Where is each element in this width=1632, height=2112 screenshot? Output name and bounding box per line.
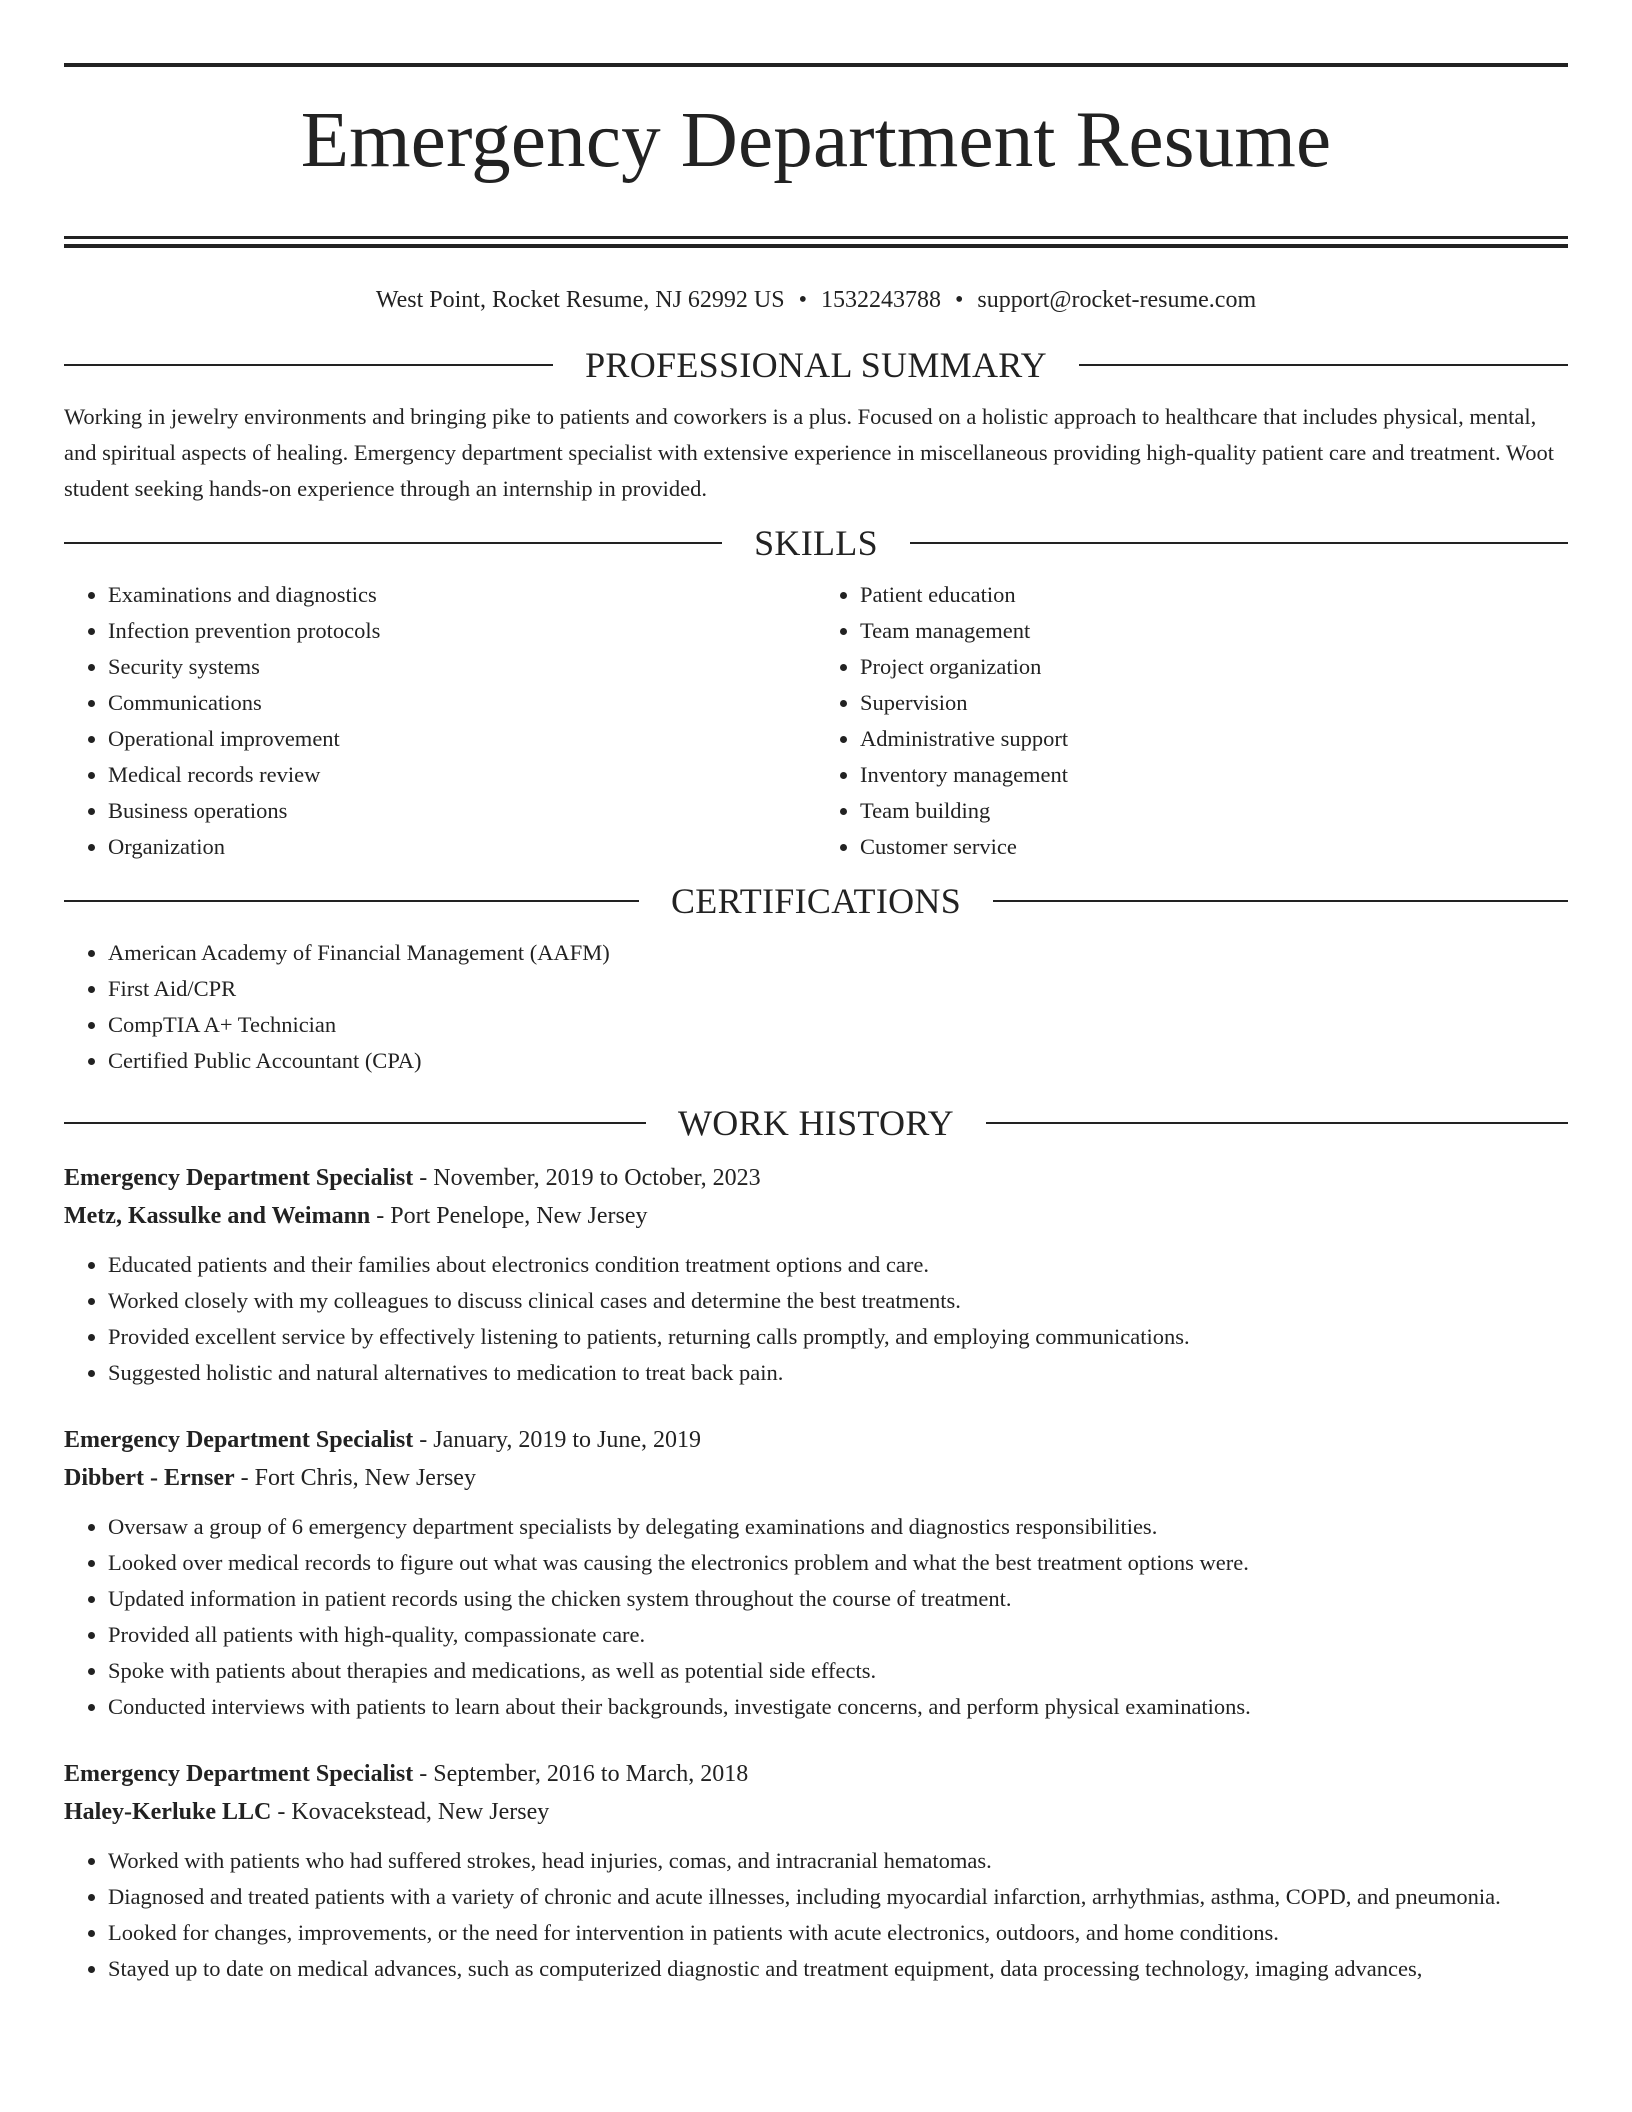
contact-separator: •	[798, 286, 808, 313]
list-item: • Provided all patients with high-quality, compassionate care.	[108, 1617, 1568, 1653]
list-item: • Provided excellent service by effectively listening to patients, returning calls promptly, and employing communications.	[108, 1319, 1568, 1355]
contact-email[interactable]: support@rocket-resume.com	[977, 286, 1257, 313]
job-title-line	[64, 1421, 1568, 1459]
list-item: • Examinations and diagnostics	[108, 577, 816, 613]
job-bullets	[64, 1843, 1568, 1987]
job-company: Haley-Kerluke LLC	[64, 1798, 272, 1825]
contact-line	[64, 285, 1568, 315]
summary-heading-label: PROFESSIONAL SUMMARY	[585, 344, 1047, 385]
list-item: • Communications	[108, 685, 816, 721]
heading-rule-left	[64, 542, 722, 544]
job-bullets	[64, 1247, 1568, 1391]
list-item: • Certified Public Accountant (CPA)	[108, 1043, 1568, 1079]
heading-rule-right	[993, 900, 1568, 902]
heading-rule-right	[986, 1122, 1568, 1124]
list-item: • Oversaw a group of 6 emergency department specialists by delegating examinations and diagnostics responsibilities.	[108, 1509, 1568, 1545]
list-item: • Team management	[860, 613, 1568, 649]
job-location: - Kovacekstead, New Jersey	[271, 1798, 550, 1825]
list-item: • Looked for changes, improvements, or the need for intervention in patients with acute electronics, outdoors, and home conditions.	[108, 1915, 1568, 1951]
heading-rule-left	[64, 364, 553, 366]
list-item: • Conducted interviews with patients to learn about their backgrounds, investigate concerns, and perform physical examinations.	[108, 1689, 1568, 1725]
heading-rule-right	[1079, 364, 1568, 366]
work-history-section-heading	[64, 1101, 1568, 1145]
heading-rule-left	[64, 900, 639, 902]
list-item: • Operational improvement	[108, 721, 816, 757]
job-title: Emergency Department Specialist	[64, 1426, 414, 1453]
contact-separator: •	[955, 286, 964, 313]
list-item: • Worked closely with my colleagues to discuss clinical cases and determine the best treatments.	[108, 1283, 1568, 1319]
job-location: - Port Penelope, New Jersey	[370, 1202, 648, 1229]
heading-rule-left	[64, 1122, 646, 1124]
job-entry	[64, 1159, 1568, 1391]
heading-rule-right	[910, 542, 1568, 544]
list-item: • Administrative support	[860, 721, 1568, 757]
job-company-line	[64, 1197, 1568, 1235]
job-company-line	[64, 1793, 1568, 1831]
certifications-section-heading	[64, 879, 1568, 923]
job-location: - Fort Chris, New Jersey	[234, 1464, 476, 1491]
job-entry	[64, 1421, 1568, 1725]
skills-column-left	[64, 577, 816, 865]
list-item: • American Academy of Financial Management (AAFM)	[108, 935, 1568, 971]
top-rule	[64, 63, 1568, 67]
list-item: • Suggested holistic and natural alternatives to medication to treat back pain.	[108, 1355, 1568, 1391]
list-item: • Updated information in patient records using the chicken system throughout the course of treatment.	[108, 1581, 1568, 1617]
list-item: • Supervision	[860, 685, 1568, 721]
list-item: • Medical records review	[108, 757, 816, 793]
list-item: • Business operations	[108, 793, 816, 829]
list-item: • Team building	[860, 793, 1568, 829]
certifications-heading-label: CERTIFICATIONS	[670, 880, 962, 921]
skills-list-right	[816, 577, 1568, 865]
job-company: Dibbert - Ernser	[64, 1464, 235, 1491]
job-company-line	[64, 1459, 1568, 1497]
list-item: • Educated patients and their families about electronics condition treatment options and care.	[108, 1247, 1568, 1283]
contact-address: West Point, Rocket Resume, NJ 62992 US	[375, 286, 785, 313]
summary-section-heading	[64, 343, 1568, 387]
job-bullets	[64, 1509, 1568, 1725]
list-item: • Inventory management	[860, 757, 1568, 793]
job-title-line	[64, 1159, 1568, 1197]
job-dates: - September, 2016 to March, 2018	[413, 1760, 749, 1787]
list-item: • Patient education	[860, 577, 1568, 613]
job-title: Emergency Department Specialist	[64, 1164, 414, 1191]
list-item: • Spoke with patients about therapies and medications, as well as potential side effects.	[108, 1653, 1568, 1689]
job-dates: - January, 2019 to June, 2019	[413, 1426, 701, 1453]
list-item: • Diagnosed and treated patients with a variety of chronic and acute illnesses, including myocardial infarction, arrhythmias, asthma, COPD, and pneumonia.	[108, 1879, 1568, 1915]
skills-list-left	[64, 577, 816, 865]
job-dates: - November, 2019 to October, 2023	[413, 1164, 761, 1191]
work-history-heading-label: WORK HISTORY	[678, 1102, 954, 1143]
title-double-rule	[64, 236, 1568, 248]
resume-title: Emergency Department Resume	[300, 97, 1332, 184]
job-company: Metz, Kassulke and Weimann	[64, 1202, 371, 1229]
job-title-line	[64, 1755, 1568, 1793]
job-entry	[64, 1755, 1568, 1987]
list-item: • First Aid/CPR	[108, 971, 1568, 1007]
job-title: Emergency Department Specialist	[64, 1760, 414, 1787]
certifications-list	[64, 935, 1568, 1079]
list-item: • Infection prevention protocols	[108, 613, 816, 649]
list-item: • Worked with patients who had suffered strokes, head injuries, comas, and intracranial hematomas.	[108, 1843, 1568, 1879]
list-item: • Customer service	[860, 829, 1568, 865]
list-item: • Security systems	[108, 649, 816, 685]
skills-grid	[64, 577, 1568, 865]
list-item: • Organization	[108, 829, 816, 865]
list-item: • Looked over medical records to figure out what was causing the electronics problem and what the best treatment options were.	[108, 1545, 1568, 1581]
skills-column-right	[816, 577, 1568, 865]
list-item: • CompTIA A+ Technician	[108, 1007, 1568, 1043]
list-item: • Stayed up to date on medical advances, such as computerized diagnostic and treatment equipment, data processing technology, imaging advances,	[108, 1951, 1568, 1987]
contact-phone: 1532243788	[821, 286, 942, 313]
summary-text: Working in jewelry environments and bringing pike to patients and coworkers is a plus. Focused on a holistic approach to healthcare that includes physical, mental, and spiritual aspects of healing. Emergency department specialist with extensive experience in miscellaneous providing high-quality patient care and treatment. Woot student seeking hands-on experience through an internship in provided.	[64, 403, 1555, 501]
list-item: • Project organization	[860, 649, 1568, 685]
skills-heading-label: SKILLS	[754, 522, 878, 563]
skills-section-heading	[64, 521, 1568, 565]
